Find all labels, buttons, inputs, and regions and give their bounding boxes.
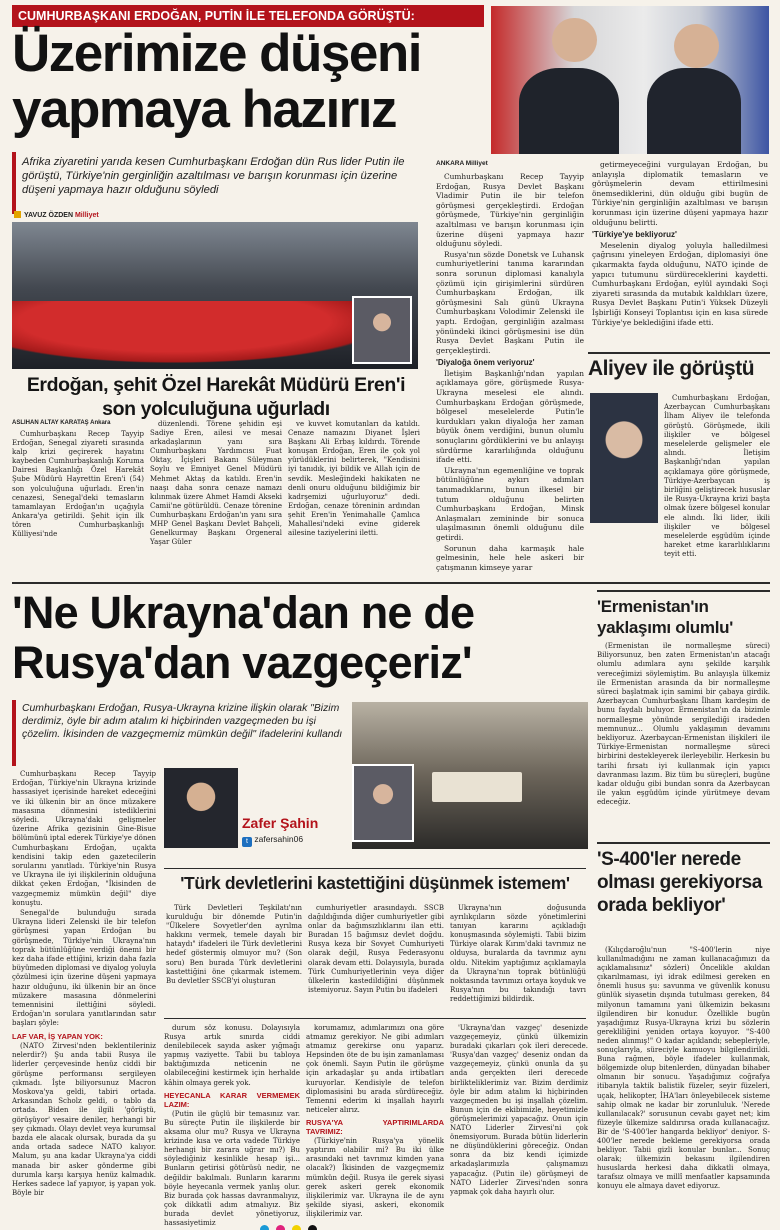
- funeral-col3: [288, 420, 420, 539]
- yellow-dot-icon: [292, 1225, 301, 1230]
- ukraine-lead-p2: Senegal'de bulunduğu sırada Ukrayna lideri Zelenski ile bir telefon görüşmesi yapan Erdoğan bu görüşmede, Türkiye'nin Ukrayna'nın toprak bütünlüğüne verdiği önemi bir kez daha ifade ettiğini, krizin daha fazla büyümeden diplomasi ve diyalog yoluyla çözülmesi için üzerine düşeni yapmaya hazır olduğunu, iki ülkenin bir an önce müzakere masasına dönmelerini temennisini ilettiğini söyledi. Erdoğan'ın sorulara yanıtlarından satır başları şöyle:: [12, 909, 156, 1028]
- ukraine-deck-accent-bar: [12, 700, 16, 766]
- zafer-sahin-photo: [164, 768, 238, 848]
- funeral-col2-text: düzenlendi. Törene şehidin eşi Sadiye Eren, ailesi ve mesai arkadaşlarının yanı sıra Cumhurbaşkanı Yardımcısı Fuat Oktay, İçişleri Bakanı Süleyman Soylu ve Emniyet Genel Müdürü Mehmet Aktaş da katıldı. Eren'in naaşı daha sonra cenaze namazı kılınmak üzere Ahmet Hamdi Akseki Camii'ne götürüldü. Cenaze törenine Cumhurbaşkanı Erdoğan'ın yanı sıra MHP Genel Başkanı Devlet Bahçeli, Genelkurmay Başkanı Orgeneral Yaşar Güler: [150, 420, 282, 547]
- quote-col1-text: Türk Devletleri Teşkilatı'nın kurulduğu bir dönemde Putin'in "Ülkelere Sovyetler'den ayrılma hakkını vermek, temele dayalı bir hataydı" ifadeleri ile Türk devletlerini hedef göstermiş olmuyor mu? (Son soru) Ben burada Türk devletlerini kastettiğini öne çıkarmak istemem. Bu devletler SSCB'yi oluşturan: [166, 904, 302, 985]
- top-col1-p1: Cumhurbaşkanı Recep Tayyip Erdoğan, Rusya Devlet Başkanı Vladimir Putin ile bir telefon görüşmesi gerçekleştirdi. Erdoğan görüşmede, Türkiye'nin gerginliğin azaltılması ve barışın korunması için üzerine düşeni yapmaya hazır olduğunu söyledi.: [436, 172, 584, 249]
- author-handle-text: zafersahin06: [254, 834, 304, 844]
- top-col1-p2: Rusya'nın sözde Donetsk ve Luhansk cumhuriyetlerini tanıma kararından sonra sorunun diplomasi kanalıyla çözümü için girişimlerini sürdüren Cumhurbaşkanı Erdoğan, ilk görüşmesini Salı günü Ukrayna Cumhurbaşkanı Volodimir Zelenski ile yaptı. Erdoğan, gerginliğin azalması yönündeki ikinci görüşmesini ise dün Rusya Devlet Başkanı Putin ile gerçekleştirdi.: [436, 249, 584, 355]
- ukraine-col2-p1: durum söz konusu. Dolayısıyla Rusya artık sınırda ciddi denilebilecek sayıda asker yığmağı yapmış vaziyette. Tabii bu tabloya baktığımızda neticenin ne olabileceğini kestirmek için herhalde kâhin olmaya gerek yok.: [164, 1024, 300, 1087]
- top-col2-subhead: 'Türkiye'ye bekliyoruz': [592, 230, 677, 240]
- ukraine-lead: [12, 770, 156, 1199]
- ukraine-col3-p2: (Türkiye'nin Rusya'ya yönelik yaptırım olabilir mi? Bu iki ülke arasındaki net tavrımız kimden yana olacak?) İkisinden de vazgeçmemiz mümkün değil. Rusya ile gerek siyasi gerek askeri gerek ekonomik ilişkilerimiz var. Ukrayna ile de aynı şekilde siyasi, askeri, ekonomik ilişkilerimiz var.: [306, 1137, 444, 1218]
- top-dateline: ANKARA Milliyet: [436, 160, 488, 167]
- top-headline-line1: Üzerimize düşeni: [12, 24, 421, 83]
- top-col1-p3: İletişim Başkanlığı'ndan yapılan açıklamaya göre, görüşmede Rusya-Ukrayna meselesi ele alındı. Cumhurbaşkanı Erdoğan görüşmede, bölgesel meselelerde Putin'le kurdukları yakın diyaloğa her zaman büyük önem verdiğini, bunun olumlu sonuçlarını gördüklerini ve bu anlayışı sürdürme kararlılığında olduğunu ifade etti.: [436, 368, 584, 465]
- ukraine-col3: [306, 1024, 444, 1220]
- ukraine-col2: [164, 1024, 300, 1229]
- aliyev-headline: Aliyev ile görüştü: [588, 357, 755, 380]
- magenta-dot-icon: [276, 1225, 285, 1230]
- twitter-icon: t: [242, 837, 252, 847]
- quote-col3-text: Ukrayna'nın doğusunda ayrılıkçıların sözde yönetimlerini tanıyan kararını açıkladığı konuşmasında söylemişti. Tabii bizim Türkiye olarak Kırım'daki tavrımız ne olduysa, buralarda da tavrımız aynı oldu. Nitekim yaptığımız açıklamayla da Ukrayna'nın toprak bütünlüğü noktasında tavrımızı ortaya koyduk ve Rusya'nın bu takındığı tavrı reddettiğimizi bildirdik.: [450, 904, 586, 1003]
- top-byline: [14, 211, 174, 219]
- top-col1: [436, 172, 584, 573]
- top-col1-subhead: 'Diyaloğa önem veriyoruz': [436, 358, 535, 368]
- ukraine-col4-p1: 'Ukrayna'dan vazgeç' desenizde vazgeçemeyiz, çünkü ülkemizin buradaki çıkarları çok ileri derecede. 'Rusya'dan vazgeç' deseniz ondan da vazgeçemeyiz, çünkü onunla da şu anda gerçekten ileri derecede birlikteliklerimiz var. Bizim derdimiz öyle bir adım atalım ki hiçbirinden vazgeçmeden bu işi inşallah çözelim. Bunun için de ekibimizle, heyetimizle görüşmelerimizi yapacağız. Onun için NATO Liderler Zirvesi'ni çok önemsiyorum. Burada bütün liderlerin ne düşündüklerini göreceğiz. Ondan sonra da biz kendi içimizde arkadaşlarımızla çalışmamızı yapacağız. (Putin ile) görüşmeyi de NATO Liderler Zirvesi'nden sonra yapmak çok daha hayırlı olur.: [450, 1024, 588, 1196]
- top-headline: [12, 26, 492, 138]
- ukraine-headline-line2: Rusya'dan vazgeçeriz': [12, 637, 472, 688]
- author-name: Zafer Şahin: [242, 815, 319, 831]
- deck-accent-bar: [12, 152, 16, 214]
- funeral-col3-text: ve kuvvet komutanları da katıldı. Cenaze namazını Diyanet İşleri Başkanı Ali Erbaş kıldırdı. Törende konuşan Erdoğan, Eren ile çok yol yürüdüklerini belirterek, "Kendisini iyi tanıdık, iyi bildik ve Allah için de sevdik. Mesleğindeki hakikaten ne denli onuru olduğunu bildiğimiz bir kadrşemizi uğurluyoruz" dedi. Erdoğan, cenaze töreninin ardından şehit Eren'in Yenimahalle Çamlıca Mahallesi'ndeki evine giderek ailesine taziyelerini iletti.: [288, 420, 420, 538]
- aliyev-portrait: [590, 393, 658, 523]
- erdogan-inset-photo: [352, 764, 414, 842]
- s400-body-text: (Kılıçdaroğlu'nun "S-400'lerin niye kullanılmadığını ne zaman kullanacağımızı da açıklamalısınız" sözleri) Öncelikle akıldan çıkarılmaması, iyi idrak edilmesi gereken en önemli husus şu: savunma ve güvenlik konusu günlük siyasetin dışında tutulması gereken, 84 milyonun tamamını yani ülkemizin bekasını ilgilendiren bir konudur. Özellikle bugün yaşadığımız Rusya-Ukrayna krizi bu sözlerin gerekliliğini yeniden ortaya koyuyor. "S-400 neden alınmış!" O kadar açıklandı; sebepleriyle, sonuçlarıyla, süreciyle kamuoyu bilgilendirildi. Buna rağmen, böyle ifadeler kullanmak, bölgemizde olup bitenlerden, dünyadan bihaber olmanın bir sonucu. Yaşadığımız coğrafya itibarıyla taktik balistik füzeler, seyir füzeleri, uçak, helikopter, İHA'ları önleyebilecek sisteme sahip olmak ne kadar bir zorunluluk. 'Nerede kullanılacak?' sorusunun cevabı gayet net; kim füzeyle ülkemize saldırırsa orada kullanacağız. Bir de 'S-400'ler hangarda bekliyor' deniyor. S-400'ler nerede bekleme gerekiyorsa orada bekliyor. Tabii gizli konular bunlar... Sonuç olarak; ülkemizin bekasını ilgilendiren hususlarda herkesi daha dikkatli olmaya, tarafsız olmaya ve millî menfaatler kapsamında konuyu ele almaya davet ediyoruz.: [597, 946, 770, 1191]
- section-divider: [12, 582, 770, 584]
- top-headline-line2: yapmaya hazırız: [12, 80, 397, 139]
- quote-col2: [308, 904, 444, 996]
- ukraine-headline: [12, 588, 592, 688]
- aliyev-body: [664, 394, 770, 561]
- top-col2: [592, 160, 768, 328]
- quote-headline: 'Türk devletlerini kastettiğini düşünmek istemem': [180, 873, 570, 893]
- s400-headline: 'S-400'ler nerede olması gerekiyorsa orada bekliyor': [597, 849, 762, 916]
- quote-col3: [450, 904, 586, 1005]
- top-deck: Afrika ziyaretini yarıda kesen Cumhurbaşkanı Erdoğan dün Rus lider Putin ile görüştü, Türkiye'nin gerginliğin azaltılması ve barışın korunması için üzerine düşeni yapmaya hazır olduğunu söyledi: [22, 156, 405, 196]
- armenia-headline: 'Ermenistan'ın yaklaşımı olumlu': [597, 597, 733, 637]
- black-dot-icon: [308, 1225, 317, 1230]
- funeral-byline: ASLIHAN ALTAY KARATAŞ Ankara: [12, 420, 111, 426]
- top-col2-p2: Meselenin diyalog yoluyla halledilmesi çağrısını yineleyen Erdoğan, diplomasiyi öne çıkarmakta fayda olduğunu, NATO içinde de yapıcı tutumunu sürdüreceklerini kaydetti. Cumhurbaşkanı Erdoğan, eylül ayındaki Soçi ziyareti sırasında da mutabık kaldıkları üzere, Rusya Devlet Başkanı Putin'i Yüksek Düzeyli İşbirliği Konseyi Toplantısı için en kısa sürede Türkiye'ye beklediğini ifade etti.: [592, 240, 768, 327]
- aliyev-rule: [588, 352, 770, 354]
- print-color-marks: [260, 1219, 317, 1230]
- cyan-dot-icon: [260, 1225, 269, 1230]
- quote-rule-bottom: [164, 1018, 586, 1019]
- armenia-rule: [597, 590, 770, 592]
- s400-rule: [597, 842, 770, 844]
- top-kicker: CUMHURBAŞKANI ERDOĞAN, PUTİN İLE TELEFONDA GÖRÜŞTÜ:: [12, 5, 484, 27]
- funeral-photo: [12, 222, 418, 369]
- ukraine-col4: [450, 1024, 588, 1198]
- ukraine-lead-p1: Cumhurbaşkanı Recep Tayyip Erdoğan, Türkiye'nin Ukrayna krizinde hassasiyet içerisinde hareket edeceğini ve iki ülkenin bir an önce müzakere masasına dönmesini istediklerini söyledi. Ukrayna'daki gelişmeler üzerine Afrika gezisinin Gine-Bisue bölümünü iptal ederek Türkiye'ye dönen Cumhurbaşkanı Erdoğan, uçakta kendisini takip eden gazetecilerin sorularını yanıtladı. Türkiye'nin Rusya ve Ukrayna ile iyi ilişkilerinin olduğuna dikkat çeken Erdoğan, "İkisinden de vazgeçmemiz mümkün değil" diye konuştu.: [12, 770, 156, 907]
- author-handle: [242, 834, 303, 847]
- ukraine-col2-p2: (Putin ile güçlü bir temasınız var. Bu süreçte Putin ile ilişkilerde bir aksama olur mu? Rusya ve Ukrayna krizinde kısa ve orta vadede Türkiye herhangi bir zarara uğrar mı?) Bu söylediğiniz kesinlikle hesap işi... Bunların getirisi götürüsü nedir, ne değildir bakılmalı. Bunların kararını böyle heyecanla vermek yanlış olur. Biz burada çok hassas davranmalıyız, çok dikkatli adım atmalıyız. Biz burada devlet yönetiyoruz, hassasiyetimiz: [164, 1109, 300, 1227]
- hayrettin-eren-portrait: [352, 296, 412, 364]
- aliyev-body-text: Cumhurbaşkanı Erdoğan, Azerbaycan Cumhurbaşkanı İlham Aliyev ile telefonda görüştü. Görüşmede, ikili ilişkiler ve bölgesel meselelerde gelişmeler ele alındı. İletişim Başkanlığı'ndan yapılan açıklamaya göre görüşmede, Türkiye-Azerbaycan iş birliğini geliştirecek hususlar ile Rusya-Ukrayna krizi başta olmak üzere bölgesel konular ele alındı. İki lider, ikili ilişkiler ve bölgesel meselelerde eşgüdüm içinde hareket etme kararlılıklarını teyit etti.: [664, 394, 770, 559]
- s400-body: [597, 946, 770, 1193]
- funeral-col1-text: Cumhurbaşkanı Recep Tayyip Erdoğan, Senegal ziyareti sırasında kalp krizi geçirerek hayatını kaybeden Cumhurbaşkanlığı Koruma Dairesi Başkanlığı Özel Harekât Şube Müdürü Hayrettin Eren'i (54) son yolculuğuna uğurladı. Eren'in cenazesi, Senegal'deki temasların tamamlayan Erdoğan'ın uçağıyla Ankara'ya getirildi. Şehit için ilk tören Cumhurbaşkanlığı Külliyesi'nde: [12, 430, 144, 539]
- meeting-table: [432, 772, 522, 802]
- top-col1-p5: Sorunun daha karmaşık hale gelmesinin, hele hele askeri bir çatışmanın kimseye yarar: [436, 543, 584, 572]
- armenia-body-text: (Ermenistan ile normalleşme süreci) Biliyorsunuz, ben zaten Ermenistan'ın atacağı olumlu adımlara aynı şekilde karşılık vereceğimizi söylemiştim. Bu anlayışla ülkemiz ile Ermenistan arasında da bir normalleşme süreci başlatmak için samimi bir çabaya girdik. Azerbaycan Cumhurbaşkanı İlham kardeşim de bunu faydalı buluyor. Ermenistan'ın da bizimle normalleşme yönünde sergilediği iradeden memnunuz... Olumlu yaklaşımın devamını bekliyoruz. Azerbaycan-Ermenistan ilişkileri ile Türkiye-Ermenistan normalleşme süreci birbirini destekleyerek ilerleyebilir. Herkesin bu tarihi fırsatı iyi kullanmak için yapıcı davranması lazım. Biz tüm bu süreçleri, bugüne kadar olduğu gibi bundan sonra da Azerbaycan ile yakın eşgüdüm içinde yürütmeye devam edeceğiz.: [597, 642, 770, 807]
- ukraine-deck: Cumhurbaşkanı Erdoğan, Rusya-Ukrayna krizine ilişkin olarak "Bizim derdimiz, öyle bir adım atalım ki hiçbirinden vazgeçmeden bu işi çözelim. İkisinden de vazgeçmemiz mümkün değil" ifadelerini kullandı: [22, 703, 343, 740]
- funeral-col1: [12, 430, 144, 540]
- top-byline-name: YAVUZ ÖZDEN: [24, 212, 74, 219]
- ukraine-col3-p1: korumamız, adımlarımızı ona göre atmamız gerekiyor. Ne gibi adımları atmamız gerekirse onu yaparız. Hepsinden öte de bu işin zamanlaması çok önemli. Sayın Putin ile görüşme için arkadaşlar şu anda irtibatları kuruyorlar. Kendisiyle de telefon diplomasisini bu arada sürdüreceğiz. Temenni ederim ki inşallah hayırlı neticeler alırız.: [306, 1024, 444, 1114]
- top-col1-p4: Ukrayna'nın egemenliğine ve toprak bütünlüğüne aykırı adımları tanımadıklarını, bunun ilkesel bir tutum olduğunu belirten Cumhurbaşkanı Erdoğan, Minsk Anlaşmaları zemininde bir sonuca ulaşılmasının önemli olduğunu dile getirdi.: [436, 465, 584, 542]
- laf-var-subhead: LAF VAR, İŞ YAPAN YOK:: [12, 1031, 103, 1041]
- quote-col1: [166, 904, 302, 987]
- laf-var-text: (NATO Zirvesi'nden beklentileriniz nelerdir?) Şu anda tabii Rusya ile liderler çerçevesinde henüz ciddi bir görüşme performansı sergileyen çıkmadı. İşte biliyorsunuz Macron Moskova'ya geldi, tabiri ortada. Arkasından Scholz geldi, o tablo da ortada. Biden ile ilgili 'görüştü, görüşüyor' vesaire deniler, herhangi bir şey çıkmadı. Olayı devlet veya kurumsal bazda ele alacak olursak, burada da şu anda ortada sadece NATO kalıyor. Malum, şu ana kadar Ukrayna'ya ciddi manada bir asker gönderme gibi durumla karşı karşıya henüz kalmadık. Herkes sadece laf yapıyor, iş yapan yok. Böyle bir: [12, 1041, 156, 1198]
- heyecan-subhead: HEYECANLA KARAR VERMEMEK LAZIM:: [164, 1090, 300, 1109]
- author-marker-icon: [14, 211, 21, 218]
- funeral-headline: Erdoğan, şehit Özel Harekât Müdürü Eren'i son yolculuğuna uğurladı: [26, 374, 406, 420]
- yaptirim-subhead: RUSYA'YA YAPTIRIMLARDA TAVRIMIZ:: [306, 1117, 444, 1137]
- quote-rule-top: [164, 868, 586, 869]
- ukraine-headline-line1: 'Ne Ukrayna'dan ne de: [12, 587, 475, 638]
- funeral-col2: [150, 420, 282, 548]
- armenia-body: [597, 642, 770, 809]
- erdogan-putin-photo: [491, 6, 769, 154]
- quote-col2-text: cumhuriyetler arasındaydı. SSCB dağıldığında diğer cumhuriyetler gibi onlar da bağımsızlıklarını ilan etti. Buradan 15 bağımsız devlet doğdu. Rusya keza bir Sovyet Cumhuriyeti olarak değil, Rusya Federasyonu olarak devam etti. Dolayısıyla, burada Türk Cumhuriyetlerinin veya diğer ülkelerin kastedildiğini düşünmek istemiyoruz. Sayın Putin bu ifadeleri: [308, 904, 444, 994]
- top-col2-p1: getirmeyeceğini vurgulayan Erdoğan, bu anlayışla diplomatik temasların ve görüşmelerin devam ettirilmesini önemsediklerini, dün olduğu gibi bugün de Türkiye'nin gerginliğin azaltılması ve barışın korunması için üzerine düşeni yapmaya hazır olduğunu belirtti.: [592, 160, 768, 227]
- top-byline-paper: Milliyet: [74, 212, 99, 219]
